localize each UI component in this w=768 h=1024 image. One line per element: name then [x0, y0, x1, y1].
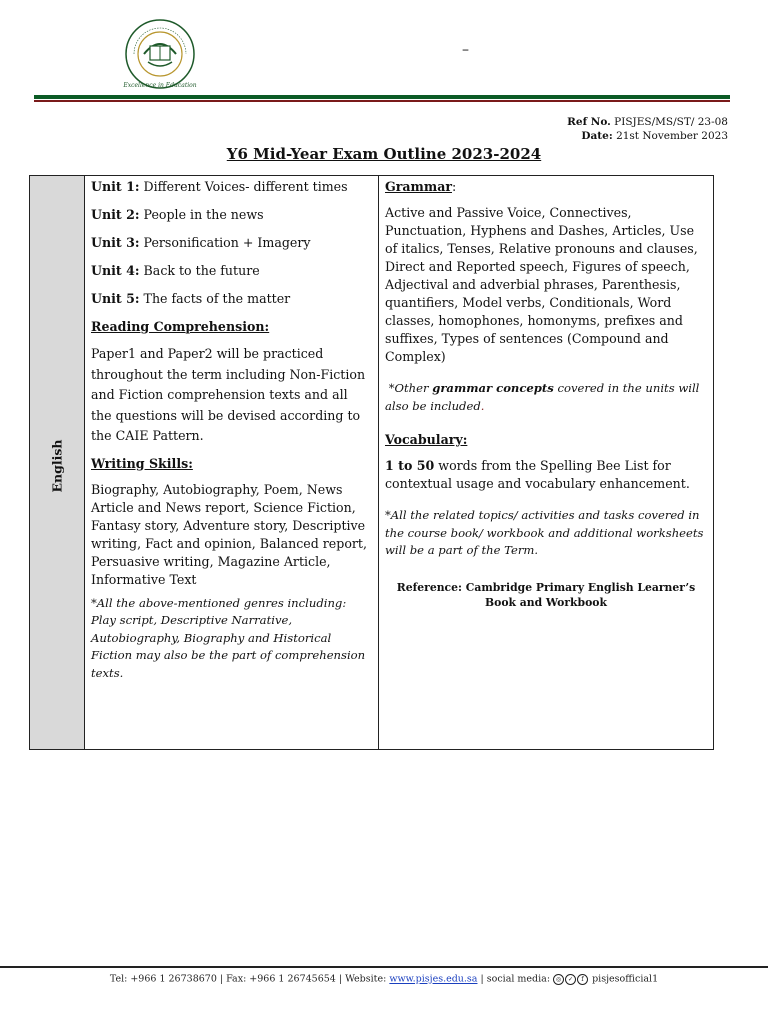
social-handle: pisjesofficial1 [592, 973, 659, 985]
ref-value: PISJES/MS/ST/ 23-08 [614, 116, 728, 128]
reading-heading: Reading Comprehension: [91, 319, 270, 334]
writing-text: Biography, Autobiography, Poem, News Article and News report, Science Fiction, Fantasy story, Adventure story, Descriptive writing, Fact and opinion, Balanced report, Persuasive writing, Magazine Article, Informative Text [91, 481, 367, 587]
grammar-text: Active and Passive Voice, Connectives, Punctuation, Hyphens and Dashes, Articles, Use of italics, Tenses, Relative pronouns and clauses, Direct and Reported speech, Figures of speech, Adjectival and adverbial phrases, Parenthesis, quantifiers, Model verbs, Conditionals, Word classes, homophones, homonyms, prefixes and suffixes, Types of sentences (Compound and Complex) [385, 205, 698, 364]
footer-contact: Tel: +966 1 26738670 | Fax: +966 1 26745654 | Website: [109, 973, 390, 985]
facebook-icon[interactable]: f [577, 974, 588, 985]
social-label: | social media: [480, 973, 554, 985]
unit-item: Unit 5: The facts of the matter [91, 291, 291, 306]
subject-cell [30, 176, 85, 749]
website-link[interactable]: www.pisjes.edu.sa [389, 973, 478, 985]
header-dash: – [462, 42, 469, 58]
footer-rule [0, 966, 768, 968]
unit-item: Unit 2: People in the news [91, 207, 264, 222]
page-title: Y6 Mid-Year Exam Outline 2023-2024 [226, 145, 542, 163]
reading-text: Paper1 and Paper2 will be practiced throughout the term including Non-Fiction and Fiction comprehension texts and all the questions will be devised according to the CAIE Pattern. [91, 346, 366, 443]
unit-item: Unit 4: Back to the future [91, 263, 260, 278]
reference-note: Reference: Cambridge Primary English Learner’s Book and Workbook [396, 580, 696, 609]
exam-outline-table [29, 175, 714, 750]
unit-item: Unit 3: Personification + Imagery [91, 235, 311, 250]
date-value: 21st November 2023 [616, 130, 728, 142]
date-label: Date: [581, 130, 613, 142]
vocab-heading: Vocabulary: [385, 432, 468, 447]
instagram-icon[interactable]: ◎ [553, 974, 564, 985]
grammar-note: *Other grammar concepts covered in the units will also be included. [385, 381, 700, 413]
vocab-text: 1 to 50 words from the Spelling Bee List for contextual usage and vocabulary enhancement. [385, 458, 690, 491]
reference-block [567, 115, 728, 143]
related-note: *All the related topics/ activities and tasks covered in the course book/ workbook and additional worksheets will be a part of the Term. [385, 508, 704, 557]
units-column [85, 176, 379, 749]
writing-note: *All the above-mentioned genres including: Play script, Descriptive Narrative, Autobiography, Biography and Historical Fiction may also be the part of comprehension texts. [91, 595, 366, 680]
logo-tagline: Excellence in Education [123, 82, 197, 89]
twitter-icon[interactable]: ✓ [565, 974, 576, 985]
subject-label: English [49, 439, 65, 493]
grammar-heading-line: Grammar: [385, 179, 457, 194]
writing-heading: Writing Skills: [91, 455, 193, 471]
social-icons [553, 973, 589, 985]
grammar-column [379, 176, 713, 749]
footer [0, 973, 768, 985]
unit-item: Unit 1: Different Voices- different times [91, 179, 348, 194]
grammar-heading: Grammar [385, 179, 452, 194]
ref-label: Ref No. [567, 116, 611, 128]
header-rule [34, 95, 730, 102]
